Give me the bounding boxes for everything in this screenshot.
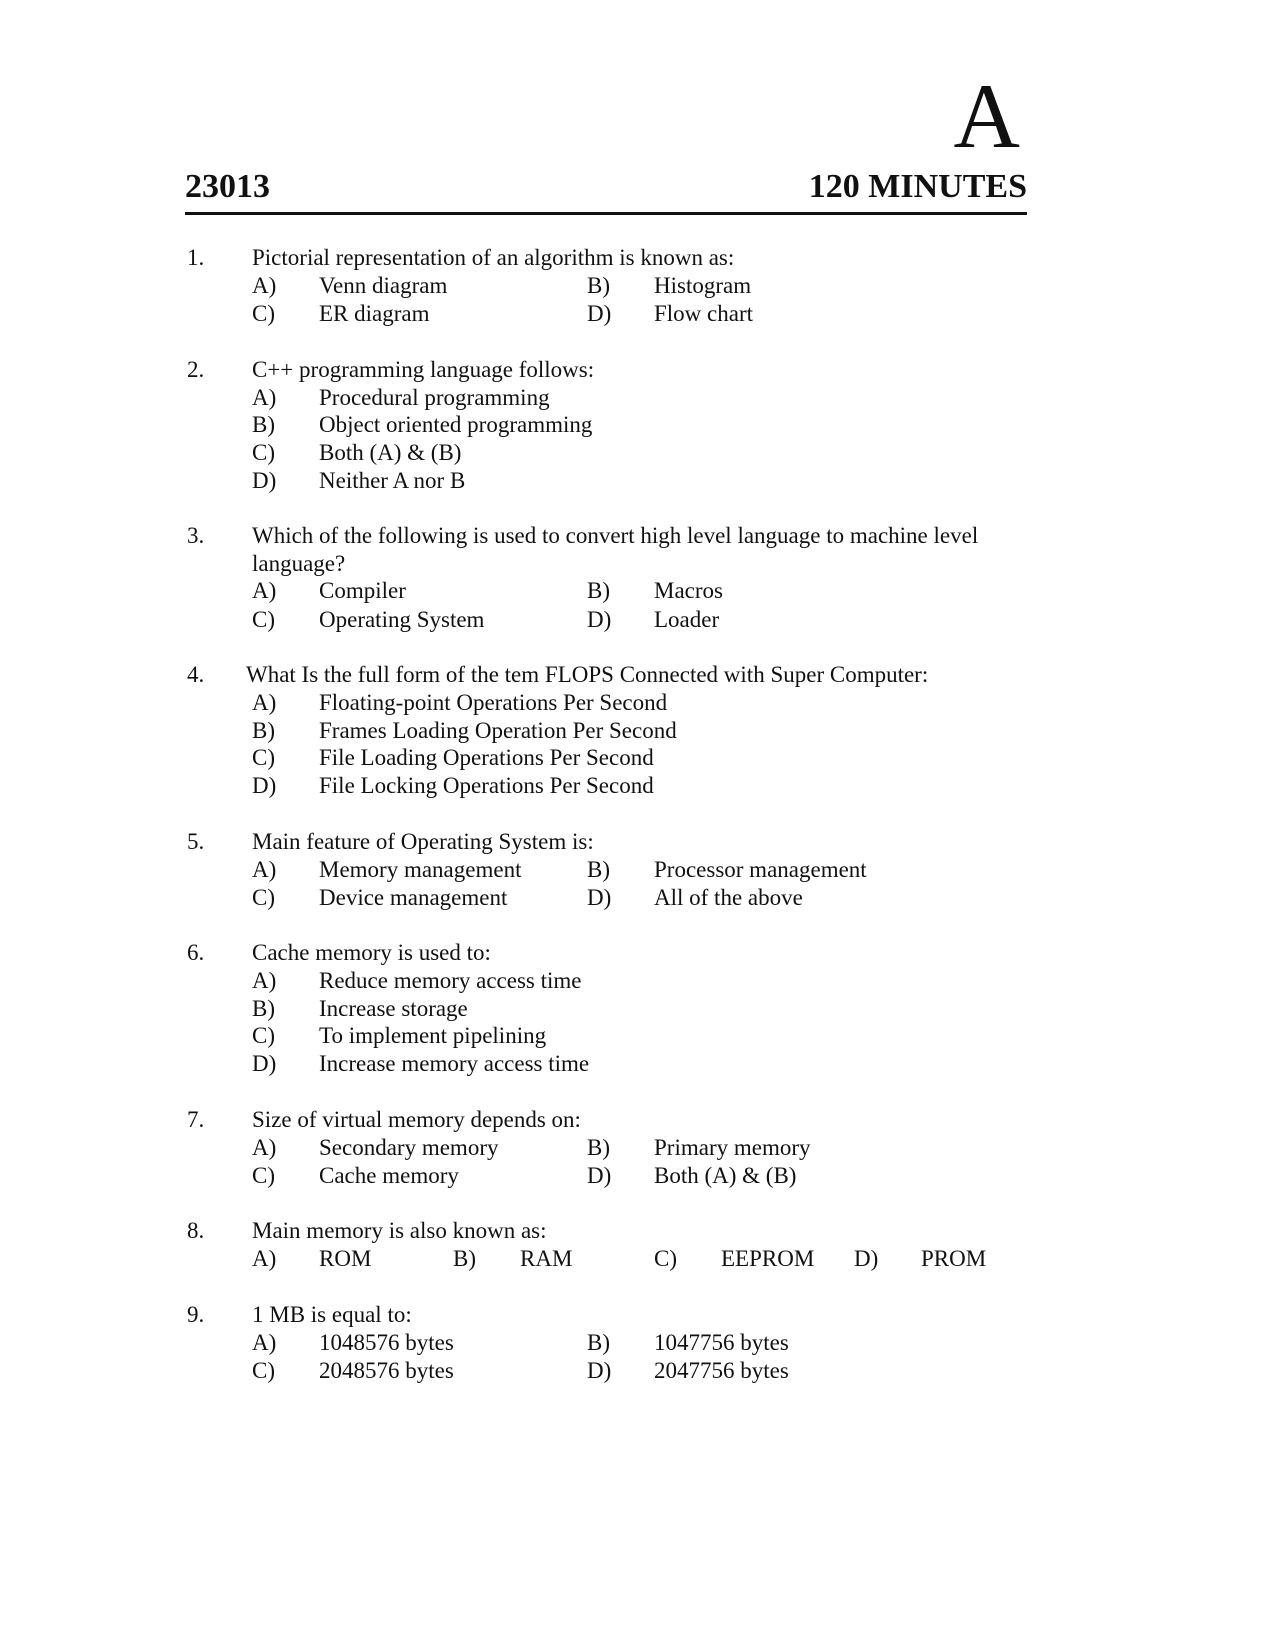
exam-header (185, 170, 1027, 204)
question-text: Main feature of Operating System is: (252, 829, 594, 854)
exam-code: 23013 (185, 168, 270, 205)
question-text: Which of the following is used to convert high level language to machine level language? (252, 523, 979, 576)
question-number: 9. (187, 1302, 205, 1327)
question-number: 4. (187, 662, 205, 687)
question-set-letter: A (953, 65, 1020, 167)
question-text: Pictorial representation of an algorithm is known as: (252, 245, 735, 270)
question-number: 8. (187, 1218, 205, 1243)
question-text: What Is the full form of the tem FLOPS Connected with Super Computer: (246, 662, 929, 687)
question-number: 6. (187, 940, 205, 965)
question-number: 2. (187, 357, 205, 382)
header-divider (185, 212, 1027, 215)
question-text: 1 MB is equal to: (252, 1302, 412, 1327)
question-number: 1. (187, 245, 205, 270)
question-text: C++ programming language follows: (252, 357, 595, 382)
exam-duration: 120 MINUTES (808, 168, 1027, 205)
question-text: Main memory is also known as: (252, 1218, 547, 1243)
question-text: Size of virtual memory depends on: (252, 1107, 581, 1132)
question-number: 5. (187, 829, 205, 854)
question-number: 3. (187, 523, 205, 548)
question-number: 7. (187, 1107, 205, 1132)
question-text: Cache memory is used to: (252, 940, 491, 965)
